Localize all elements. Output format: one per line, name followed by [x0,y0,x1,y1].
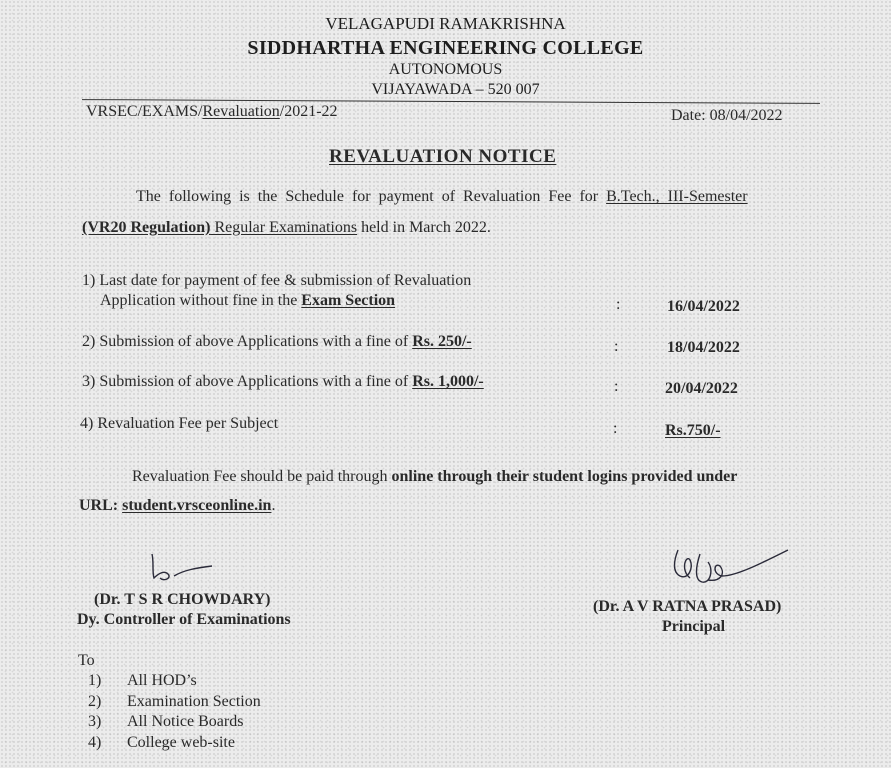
schedule-item-3-text: 3) Submission of above Applications with a fine of Rs. 1,000/- [82,373,484,390]
recipient-2-label: Examination Section [127,693,261,710]
intro-line-2: (VR20 Regulation) Regular Examinations held in March 2022. [82,219,491,236]
schedule-item-1-colon: : [616,296,621,313]
reference-number: VRSEC/EXAMS/Revaluation/2021-22 [86,103,338,120]
schedule-item-4-colon: : [613,420,618,437]
recipient-2-num: 2) [88,693,102,710]
recipient-4-label: College web-site [127,734,235,751]
schedule-item-2-value: 18/04/2022 [667,339,740,356]
schedule-item-1-value: 16/04/2022 [667,298,740,315]
recipient-3-label: All Notice Boards [127,713,244,730]
controller-title: Dy. Controller of Examinations [77,611,291,628]
recipient-1-label: All HOD’s [127,672,197,689]
college-name-line2: SIDDHARTHA ENGINEERING COLLEGE [247,37,644,59]
controller-name: (Dr. T S R CHOWDARY) [94,591,271,608]
principal-title: Principal [662,618,726,635]
notice-date: Date: 08/04/2022 [671,107,783,124]
payment-line-2: URL: student.vrsceonline.in. [79,497,276,514]
college-name-line1: VELAGAPUDI RAMAKRISHNA [325,14,566,33]
recipients-to: To [78,652,95,669]
recipient-4-num: 4) [88,734,102,751]
schedule-item-2-colon: : [614,338,619,355]
autonomous-label: AUTONOMOUS [388,61,503,78]
schedule-item-1-line1: 1) Last date for payment of fee & submission of Revaluation [82,272,472,289]
schedule-item-2-text: 2) Submission of above Applications with a fine of Rs. 250/- [82,333,472,350]
notice-title: REVALUATION NOTICE [329,146,557,167]
schedule-item-1-line2: Application without fine in the Exam Section [100,292,396,309]
schedule-item-3-value: 20/04/2022 [665,380,738,397]
principal-name: (Dr. A V RATNA PRASAD) [593,598,782,615]
intro-line-1: The following is the Schedule for payment of Revaluation Fee for B.Tech., III-Semester [136,188,748,205]
schedule-item-4-value: Rs.750/- [665,422,721,439]
recipient-1-num: 1) [88,672,102,689]
payment-line-1: Revaluation Fee should be paid through online through their student logins provided under [132,468,738,485]
schedule-item-3-colon: : [614,378,619,395]
college-address: VIJAYAWADA – 520 007 [371,81,540,98]
schedule-item-4-text: 4) Revaluation Fee per Subject [80,415,279,432]
recipient-3-num: 3) [88,713,102,730]
